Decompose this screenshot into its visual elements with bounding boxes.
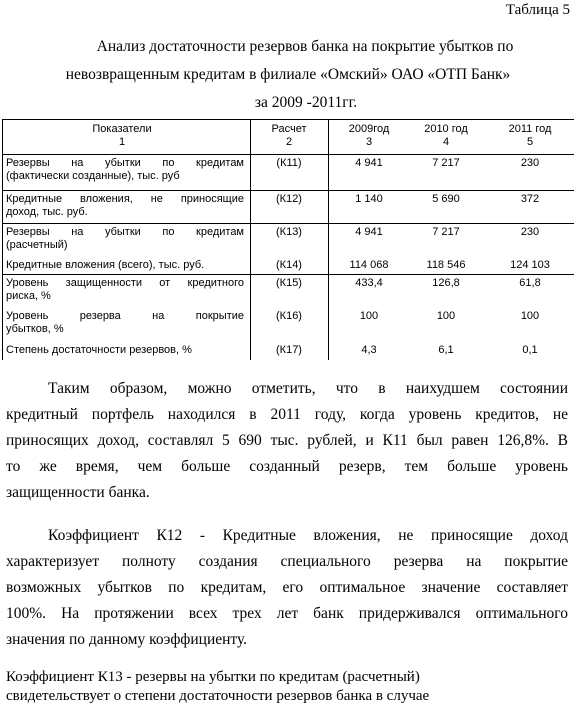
table-row-divider [2, 274, 574, 275]
table-column-divider [328, 119, 329, 360]
paragraph-line: Коэффициент К13 - резервы на убытки по кредитам (расчетный) [6, 669, 420, 685]
value-2009: 100 [359, 310, 379, 322]
paragraph-k12 [6, 523, 568, 653]
paragraph-line: Таким образом, можно отметить, что в наихудшем состоянии [48, 380, 568, 397]
code-cell: (К13) [276, 226, 302, 238]
value-2009: 4 941 [355, 226, 383, 238]
code-cell: (К12) [276, 193, 302, 205]
indicator-cell: Уровень защищенности от кредитного риска, % [6, 277, 244, 302]
value-2011: 124 103 [510, 259, 550, 271]
indicator-cell: Резервы на убытки по кредитам (расчетный) [6, 226, 244, 251]
indicator-cell: Уровень резерва на покрытие убытков, % [6, 310, 244, 335]
value-2010: 5 690 [432, 193, 460, 205]
header-indicator: Показатели 1 [92, 123, 152, 148]
value-2010: 100 [436, 310, 456, 322]
value-2009: 433,4 [355, 277, 383, 289]
table-border-top [2, 119, 574, 120]
paragraph-line: возможных убытков по кредитам, его оптимальное значение составляет [6, 579, 568, 596]
paragraph-conclusion [6, 376, 568, 506]
code-cell: (К16) [276, 310, 302, 322]
value-2009: 114 068 [349, 259, 389, 271]
value-2010: 7 217 [432, 226, 460, 238]
indicator-cell: Кредитные вложения (всего), тыс. руб. [6, 259, 205, 271]
value-2009: 1 140 [355, 193, 383, 205]
value-2011: 61,8 [519, 277, 541, 289]
data-table [2, 119, 574, 360]
paragraph-line: то же время, чем больше созданный резерв, тем больше уровень [6, 458, 568, 475]
paragraph-line: кредитный портфель находился в 2011 году, когда уровень кредитов, не [6, 406, 568, 423]
value-2009: 4 941 [355, 157, 383, 169]
value-2011: 100 [520, 310, 540, 322]
paragraph-k13 [6, 668, 568, 706]
paragraph-line: 100%. На протяжении всех трех лет банк придерживался оптимального [6, 605, 568, 622]
code-cell: (К11) [276, 157, 302, 169]
indicator-cell: Кредитные вложения, не приносящие доход, тыс. руб. [6, 193, 244, 218]
paragraph-line: приносящих доход, составлял 5 690 тыс. рублей, и К11 был равен 126,8%. В [6, 432, 568, 449]
paragraph-line: характеризует полноту создания специального резерва на покрытие [6, 553, 568, 570]
code-cell: (К17) [276, 344, 302, 356]
indicator-cell: Степень достаточности резервов, % [6, 344, 192, 356]
table-title-line-2: невозвращенным кредитам в филиале «Омский» ОАО «ОТП Банк» [65, 66, 511, 83]
table-number: Таблица 5 [505, 2, 570, 18]
paragraph-line: значения по данному коэффициенту. [6, 631, 248, 648]
table-border-left [2, 119, 3, 360]
code-cell: (К14) [276, 259, 302, 271]
value-2010: 7 217 [432, 157, 460, 169]
header-calculation: Расчет 2 [271, 123, 307, 148]
value-2010: 6,1 [438, 344, 454, 356]
table-title-line-3: за 2009 -2011гг. [254, 94, 358, 111]
value-2011: 372 [520, 193, 540, 205]
value-2011: 230 [520, 226, 540, 238]
value-2010: 118 546 [426, 259, 466, 271]
value-2011: 230 [520, 157, 540, 169]
value-2009: 4,3 [361, 344, 377, 356]
table-row-divider [2, 223, 574, 224]
table-header-divider [2, 154, 574, 155]
table-column-divider [250, 119, 251, 360]
value-2010: 126,8 [432, 277, 460, 289]
paragraph-line: свидетельствует о степени достаточности резервов банка в случае [6, 688, 430, 704]
code-cell: (К15) [276, 277, 302, 289]
header-2011: 2011 год 5 [508, 123, 552, 148]
value-2011: 0,1 [522, 344, 538, 356]
header-2009: 2009год 3 [348, 123, 390, 148]
indicator-cell: Резервы на убытки по кредитам (фактически созданные), тыс. руб [6, 157, 244, 182]
paragraph-line: защищенности банка. [6, 484, 150, 501]
table-row-divider [2, 190, 574, 191]
paragraph-line: Коэффициент К12 - Кредитные вложения, не приносящие доход [48, 527, 568, 544]
table-title-line-1: Анализ достаточности резервов банка на покрытие убытков по [96, 38, 514, 55]
header-2010: 2010 год 4 [424, 123, 468, 148]
